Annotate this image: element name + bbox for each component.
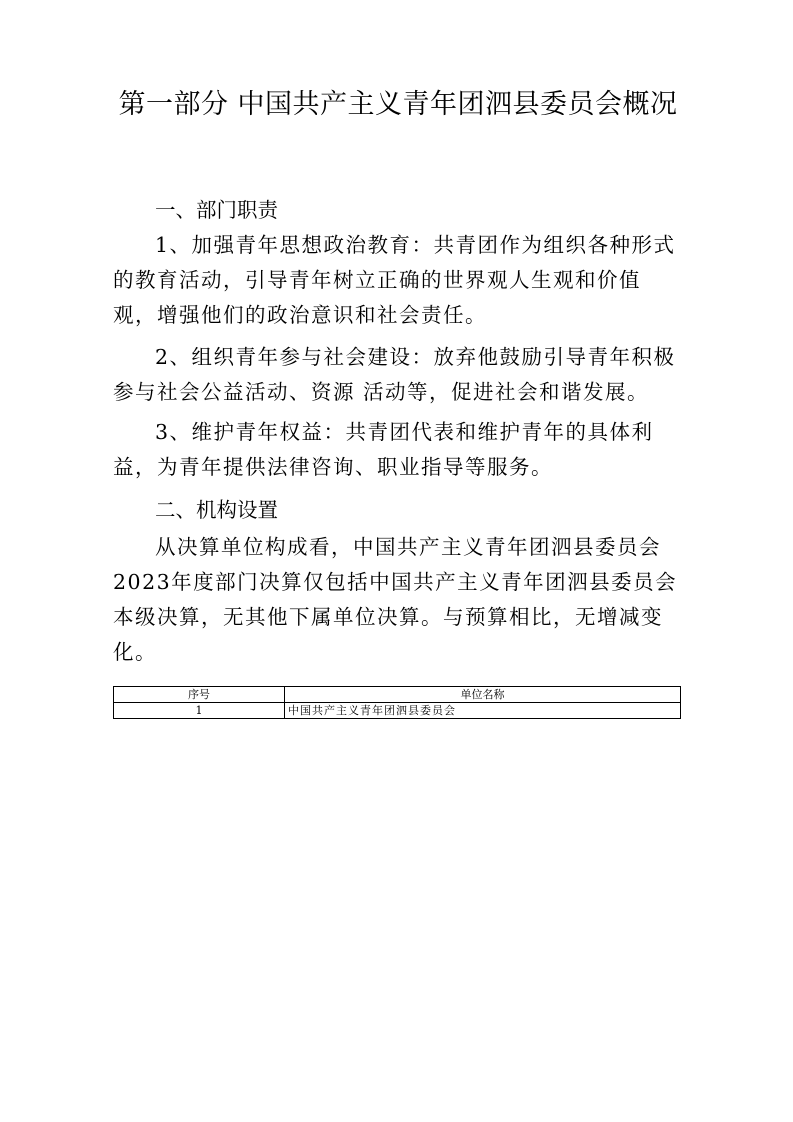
- section-heading-structure: 二、机构设置: [155, 498, 278, 522]
- duty-item-1: 1、加强青年思想政治教育：共青团作为组织各种形式的教育活动，引导青年树立正确的世界观人生观和价值观，增强他们的政治意识和社会责任。: [113, 233, 676, 327]
- page-title: 第一部分 中国共产主义青年团泗县委员会概况: [118, 89, 678, 120]
- table-cell-unit-name: 中国共产主义青年团泗县委员会: [285, 703, 681, 719]
- table-header-unit-name: 单位名称: [285, 687, 681, 703]
- structure-paragraph: 从决算单位构成看，中国共产主义青年团泗县委员会2023年度部门决算仅包括中国共产主义青年团泗县委员会本级决算，无其他下属单位决算。与预算相比，无增减变化。: [113, 535, 678, 664]
- section-heading-duties: 一、部门职责: [155, 198, 278, 222]
- duty-item-3: 3、维护青年权益：共青团代表和维护青年的具体利益，为青年提供法律咨询、职业指导等服务。: [113, 420, 654, 479]
- table-header-seq: 序号: [114, 687, 285, 703]
- table-header-row: [114, 687, 681, 703]
- duty-item-2: 2、组织青年参与社会建设：放弃他鼓励引导青年积极参与社会公益活动、资源 活动等，促进社会和谐发展。: [113, 345, 676, 404]
- unit-table: [113, 686, 681, 719]
- table-cell-seq: 1: [114, 703, 285, 719]
- table-row: [114, 703, 681, 719]
